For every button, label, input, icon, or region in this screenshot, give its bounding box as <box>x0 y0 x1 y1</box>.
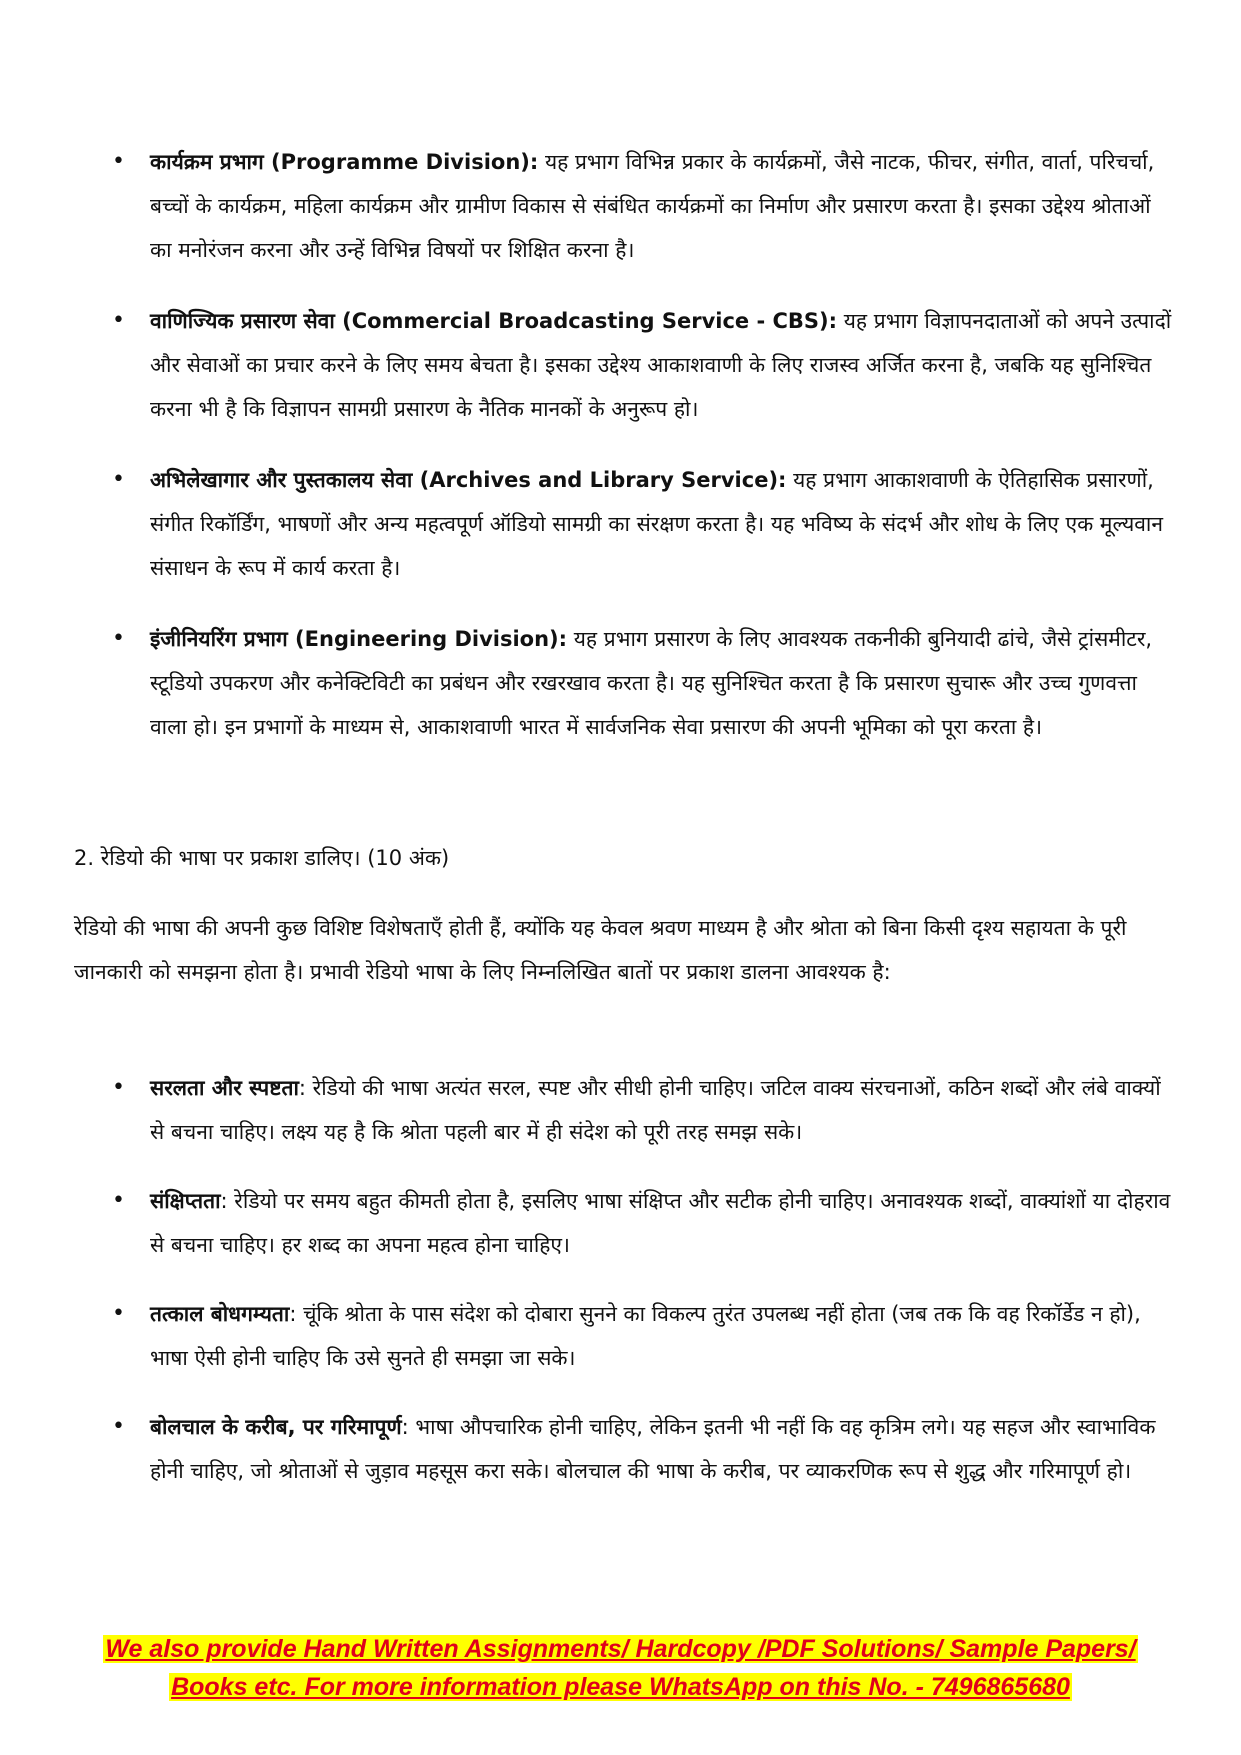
bullet-icon: • <box>112 1301 125 1326</box>
list-item <box>112 1405 1172 1493</box>
item-text: : चूंकि श्रोता के पास संदेश को दोबारा सुनने का विकल्प तुरंत उपलब्ध नहीं होता (जब तक कि वह रिकॉर्डेड न हो), भाषा ऐसी होनी चाहिए कि उसे सुनते ही समझा जा सके। <box>150 1302 1141 1370</box>
bullet-icon: • <box>112 149 125 174</box>
item-text: : रेडियो की भाषा अत्यंत सरल, स्पष्ट और सीधी होनी चाहिए। जटिल वाक्य संरचनाओं, कठिन शब्दों और लंबे वाक्यों से बचना चाहिए। लक्ष्य यह है कि श्रोता पहली बार में ही संदेश को पूरी तरह समझ सके। <box>150 1076 1161 1144</box>
item-heading: कार्यक्रम प्रभाग <box>150 150 264 174</box>
item-english-label: (Commercial Broadcasting Service - CBS): <box>334 309 838 333</box>
item-text: यह प्रभाग विज्ञापनदाताओं को अपने उत्पादों और सेवाओं का प्रचार करने के लिए समय बेचता है। इसका उद्देश्य आकाशवाणी के लिए राजस्व अर्जित करना है, जबकि यह सुनिश्चित करना भी है कि विज्ञापन सामग्री प्रसारण के नैतिक मानकों के अनुरूप हो। <box>150 309 1172 421</box>
item-english-label: (Engineering Division): <box>287 627 568 651</box>
bullet-icon: • <box>112 1188 125 1213</box>
question-heading: 2. रेडियो की भाषा पर प्रकाश डालिए। (10 अंक) <box>74 846 450 870</box>
list-item <box>112 1179 1172 1267</box>
bullet-icon: • <box>112 1075 125 1100</box>
item-heading: इंजीनियरिंग प्रभाग <box>150 627 288 651</box>
item-english-label: (Archives and Library Service): <box>412 468 787 492</box>
promo-line-2: Books etc. For more information please WhatsApp on this No. - 7496865680 <box>171 1673 1070 1701</box>
item-heading: संक्षिप्तता <box>150 1189 221 1213</box>
item-text: : रेडियो पर समय बहुत कीमती होता है, इसलिए भाषा संक्षिप्त और सटीक होनी चाहिए। अनावश्यक शब्दों, वाक्यांशों या दोहराव से बचना चाहिए। हर शब्द का अपना महत्व होना चाहिए। <box>150 1189 1171 1257</box>
list-item <box>112 299 1172 431</box>
intro-paragraph: रेडियो की भाषा की अपनी कुछ विशिष्ट विशेषताएँ होती हैं, क्योंकि यह केवल श्रवण माध्यम है और श्रोता को बिना किसी दृश्य सहायता के पूरी जानकारी को समझना होता है। प्रभावी रेडियो भाषा के लिए निम्नलिखित बातों पर प्रकाश डालना आवश्यक है: <box>74 916 1127 984</box>
bullet-icon: • <box>112 626 125 651</box>
list-item <box>112 458 1172 590</box>
item-text: यह प्रभाग आकाशवाणी के ऐतिहासिक प्रसारणों, संगीत रिकॉर्डिंग, भाषणों और अन्य महत्वपूर्ण ऑडियो सामग्री का संरक्षण करता है। यह भविष्य के संदर्भ और शोध के लिए एक मूल्यवान संसाधन के रूप में कार्य करता है। <box>150 468 1164 580</box>
bullet-icon: • <box>112 467 125 492</box>
item-heading: सरलता और स्पष्टता <box>150 1076 299 1100</box>
division-list <box>112 140 1172 749</box>
list-item <box>112 1066 1172 1154</box>
item-heading: बोलचाल के करीब, पर गरिमापूर्ण <box>150 1415 402 1439</box>
promo-footer <box>0 1630 1241 1706</box>
bullet-icon: • <box>112 308 125 333</box>
list-item <box>112 617 1172 749</box>
item-heading: अभिलेखागार और पुस्तकालय सेवा <box>150 468 413 492</box>
list-item <box>112 140 1172 272</box>
item-heading: तत्काल बोधगम्यता <box>150 1302 290 1326</box>
language-features-list <box>112 1066 1172 1493</box>
item-text: : भाषा औपचारिक होनी चाहिए, लेकिन इतनी भी नहीं कि वह कृत्रिम लगे। यह सहज और स्वाभाविक होनी चाहिए, जो श्रोताओं से जुड़ाव महसूस करा सके। बोलचाल की भाषा के करीब, पर व्याकरणिक रूप से शुद्ध और गरिमापूर्ण हो। <box>150 1415 1156 1483</box>
bullet-icon: • <box>112 1414 125 1439</box>
item-text: यह प्रभाग प्रसारण के लिए आवश्यक तकनीकी बुनियादी ढांचे, जैसे ट्रांसमीटर, स्टूडियो उपकरण और कनेक्टिविटी का प्रबंधन और रखरखाव करता है। यह सुनिश्चित करता है कि प्रसारण सुचारू और उच्च गुणवत्ता वाला हो। इन प्रभागों के माध्यम से, आकाशवाणी भारत में सार्वजनिक सेवा प्रसारण की अपनी भूमिका को पूरा करता है। <box>150 627 1153 739</box>
item-english-label: (Programme Division): <box>263 150 539 174</box>
item-heading: वाणिज्यिक प्रसारण सेवा <box>150 309 335 333</box>
promo-line-1: We also provide Hand Written Assignments/ Hardcopy /PDF Solutions/ Sample Papers/ <box>105 1635 1136 1663</box>
item-text: यह प्रभाग विभिन्न प्रकार के कार्यक्रमों, जैसे नाटक, फीचर, संगीत, वार्ता, परिचर्चा, बच्चों के कार्यक्रम, महिला कार्यक्रम और ग्रामीण विकास से संबंधित कार्यक्रमों का निर्माण और प्रसारण करता है। इसका उद्देश्य श्रोताओं का मनोरंजन करना और उन्हें विभिन्न विषयों पर शिक्षित करना है। <box>150 150 1155 262</box>
list-item <box>112 1292 1172 1380</box>
